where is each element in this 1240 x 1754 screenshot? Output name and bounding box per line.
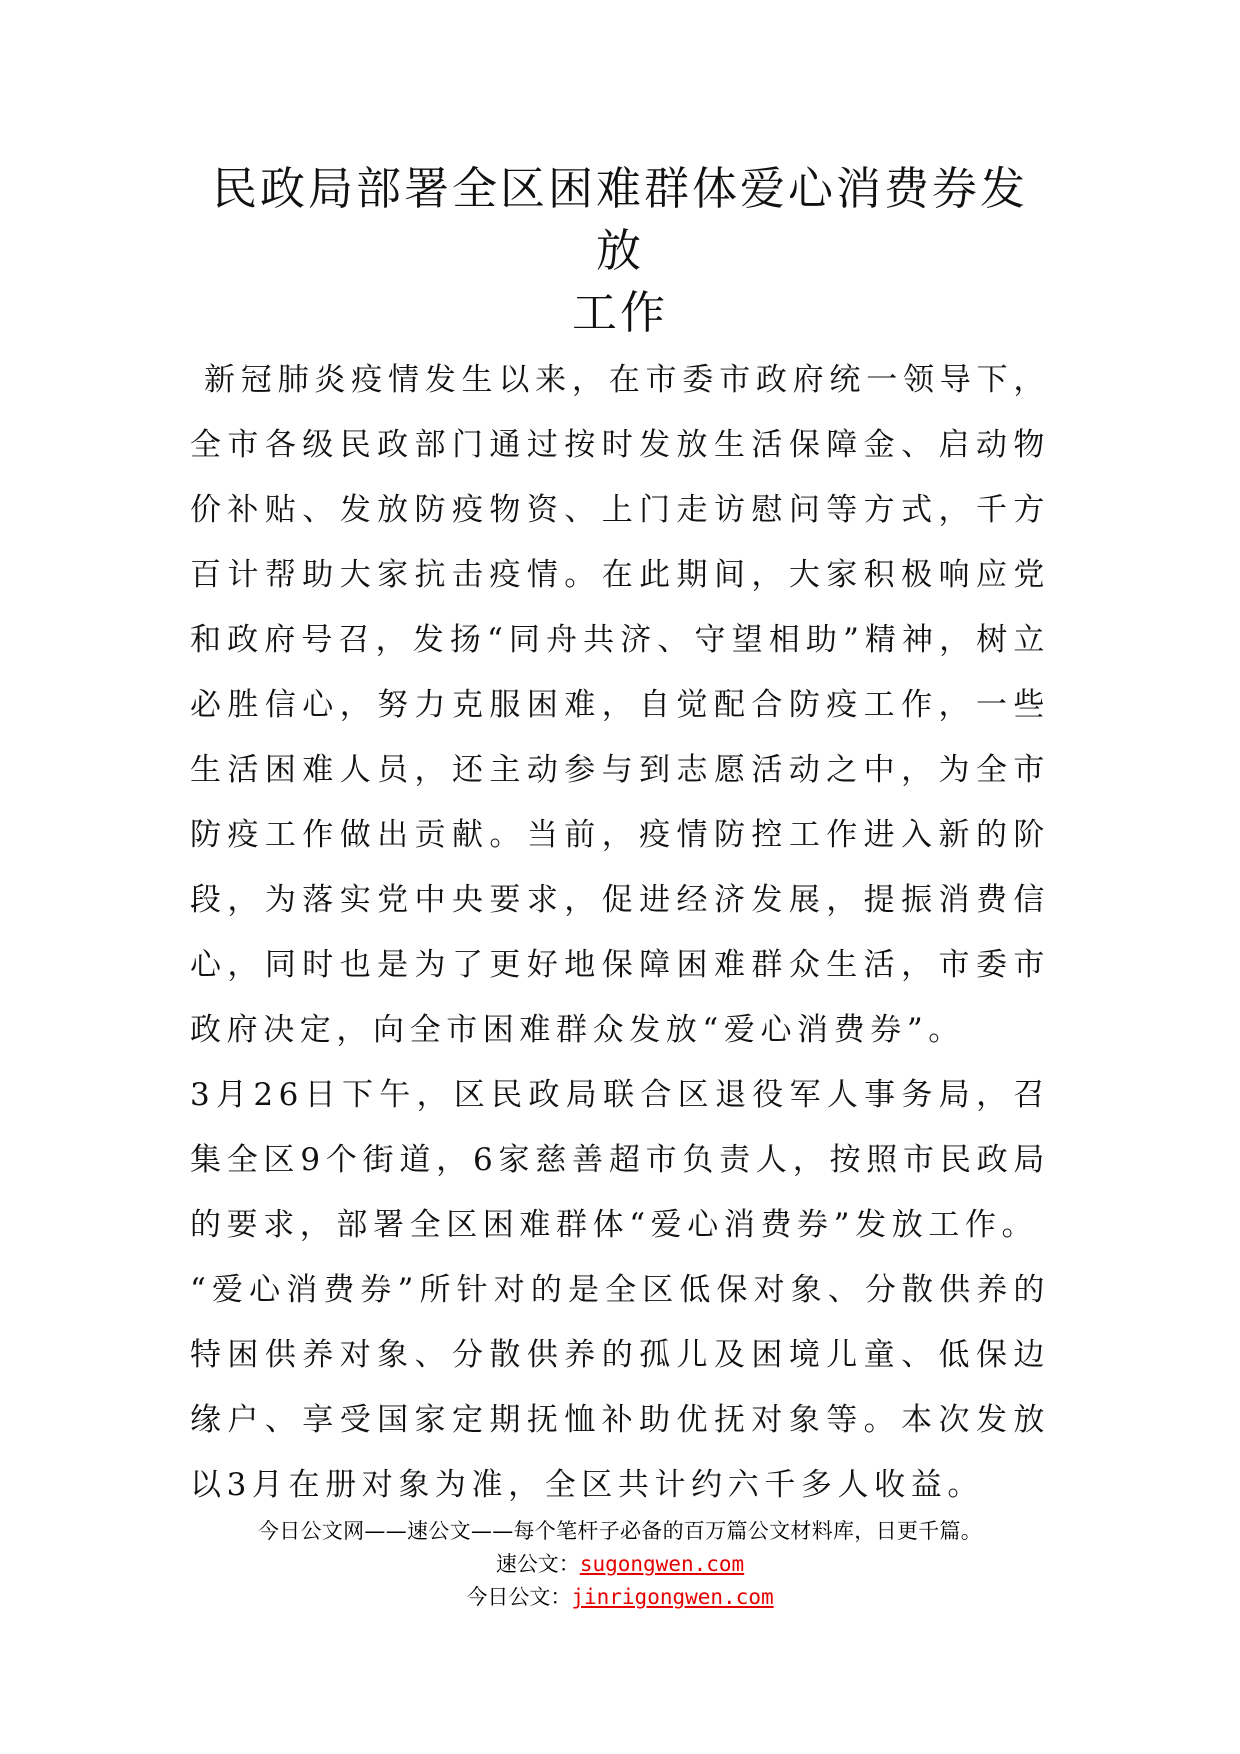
footer-jinrigongwen-label: 今日公文：: [466, 1585, 572, 1609]
footer-jinrigongwen-row: [0, 1581, 1240, 1614]
document-title-line-2: 工作: [571, 286, 668, 339]
paragraph-recipients: “爱心消费券”所针对的是全区低保对象、分散供养的特困供养对象、分散供养的孤儿及困境儿童、低保边缘户、享受国家定期抚恤补助优抚对象等。本次发放以3月在册对象为准，全区共计约六千多人收益。: [190, 1272, 1050, 1503]
paragraph-meeting: 3月26日下午，区民政局联合区退役军人事务局，召集全区9个街道，6家慈善超市负责人，按照市民政局的要求，部署全区困难群体“爱心消费券”发放工作。: [190, 1077, 1050, 1243]
document-body: [190, 348, 1050, 1518]
sugongwen-link[interactable]: sugongwen.com: [579, 1552, 745, 1576]
footer-sugongwen-row: [0, 1548, 1240, 1581]
paragraph-background: 新冠肺炎疫情发生以来，在市委市政府统一领导下，全市各级民政部门通过按时发放生活保障金、启动物价补贴、发放防疫物资、上门走访慰问等方式，千方百计帮助大家抗击疫情。在此期间，大家积极响应党和政府号召，发扬“同舟共济、守望相助”精神，树立必胜信心，努力克服困难，自觉配合防疫工作，一些生活困难人员，还主动参与到志愿活动之中，为全市防疫工作做出贡献。当前，疫情防控工作进入新的阶段，为落实党中央要求，促进经济发展，提振消费信心，同时也是为了更好地保障困难群众生活，市委市政府决定，向全市困难群众发放“爱心消费券”。: [190, 362, 1050, 1048]
document-title: [190, 158, 1050, 344]
footer-tagline: 今日公文网——速公文——每个笔杆子必备的百万篇公文材料库，日更千篇。: [257, 1519, 983, 1543]
page-footer: [0, 1515, 1240, 1614]
footer-sugongwen-label: 速公文：: [495, 1552, 580, 1576]
document-title-line-1: 民政局部署全区困难群体爱心消费券发放: [211, 162, 1028, 277]
jinrigongwen-link[interactable]: jinrigongwen.com: [571, 1585, 774, 1609]
